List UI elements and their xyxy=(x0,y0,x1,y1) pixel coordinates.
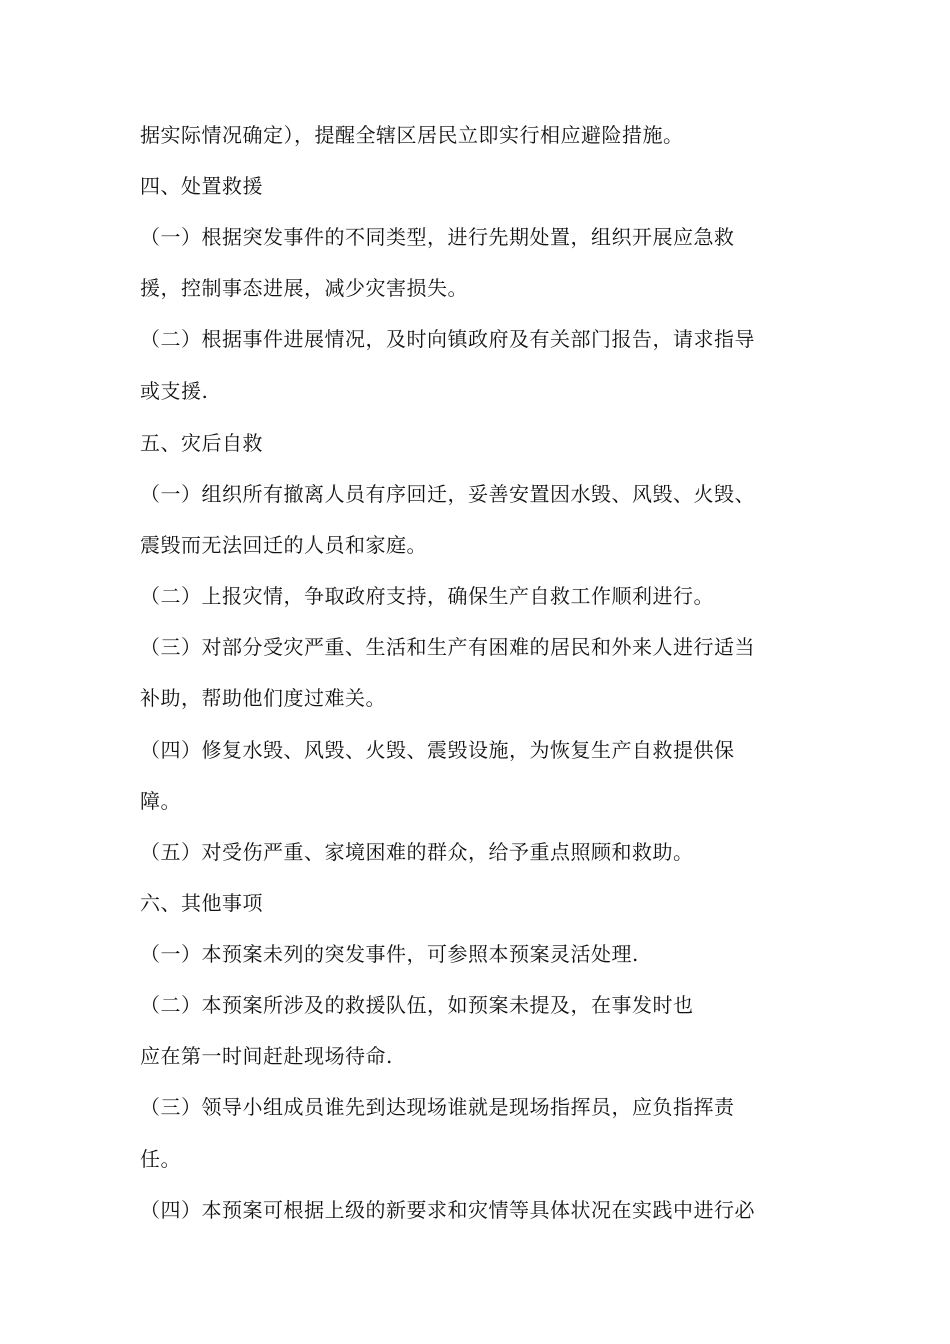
text-line: 据实际情况确定），提醒全辖区居民立即实行相应避险措施。 xyxy=(140,123,684,147)
text-line: （二）本预案所涉及的救援队伍，如预案未提及，在事发时也 xyxy=(140,993,694,1017)
text-line: （一）组织所有撤离人员有序回迁，妥善安置因水毁、风毁、火毁、 xyxy=(140,482,755,506)
section-heading: 五、灾后自救 xyxy=(140,431,263,455)
text-line: 应在第一时间赶赴现场待命. xyxy=(140,1044,393,1068)
text-line: 震毁而无法回迁的人员和家庭。 xyxy=(140,533,427,557)
text-line: （二）根据事件进展情况，及时向镇政府及有关部门报告，请求指导 xyxy=(140,327,755,351)
text-line: 任。 xyxy=(140,1147,181,1171)
section-heading: 四、处置救援 xyxy=(140,174,263,198)
section-heading: 六、其他事项 xyxy=(140,891,263,915)
text-line: 补助，帮助他们度过难关。 xyxy=(140,686,386,710)
text-line: （二）上报灾情，争取政府支持，确保生产自救工作顺利进行。 xyxy=(140,584,714,608)
text-line: （四）本预案可根据上级的新要求和灾情等具体状况在实践中进行必 xyxy=(140,1198,755,1222)
text-line: （一）根据突发事件的不同类型，进行先期处置，组织开展应急救 xyxy=(140,225,735,249)
text-line: 援，控制事态进展，减少灾害损失。 xyxy=(140,276,468,300)
text-line: （三）领导小组成员谁先到达现场谁就是现场指挥员，应负指挥责 xyxy=(140,1095,735,1119)
text-line: （一）本预案未列的突发事件，可参照本预案灵活处理. xyxy=(140,942,639,966)
text-line: （四）修复水毁、风毁、火毁、震毁设施，为恢复生产自救提供保 xyxy=(140,738,735,762)
text-line: 或支援. xyxy=(140,379,209,403)
text-line: （五）对受伤严重、家境困难的群众，给予重点照顾和救助。 xyxy=(140,840,694,864)
text-line: （三）对部分受灾严重、生活和生产有困难的居民和外来人进行适当 xyxy=(140,635,755,659)
text-line: 障。 xyxy=(140,789,181,813)
